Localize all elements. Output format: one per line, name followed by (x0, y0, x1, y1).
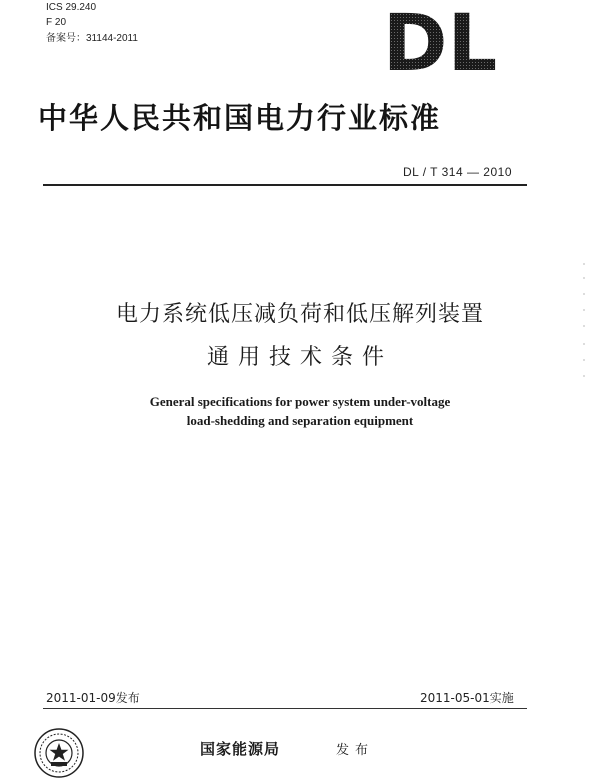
logo-text: DL (382, 10, 498, 76)
category-code: F 20 (46, 17, 67, 28)
title-cn-line2: 通用技术条件 (206, 345, 393, 370)
issue-label: 发布 (336, 743, 375, 758)
ics-code: ICS 29.240 (46, 2, 97, 13)
header-rule (43, 184, 527, 186)
publish-date: 2011-01-09发布 (46, 691, 140, 705)
scan-edge-marks (582, 260, 586, 380)
record-number: 备案号：31144-2011 (46, 33, 138, 44)
implement-date: 2011-05-01实施 (420, 691, 514, 705)
footer-rule (43, 708, 527, 709)
standard-organization: 中华人民共和国电力行业标准 (38, 101, 442, 135)
dl-logo (375, 10, 505, 76)
national-emblem-seal-icon (33, 727, 85, 779)
title-en-line2: load-shedding and separation equipment (186, 413, 414, 428)
title-en-line1: General specifications for power system under-voltage (149, 394, 451, 409)
title-cn-line1: 电力系统低压减负荷和低压解列装置 (115, 302, 484, 327)
issuer-name: 国家能源局 (200, 740, 281, 758)
standard-number: DL / T 314 — 2010 (402, 165, 512, 179)
